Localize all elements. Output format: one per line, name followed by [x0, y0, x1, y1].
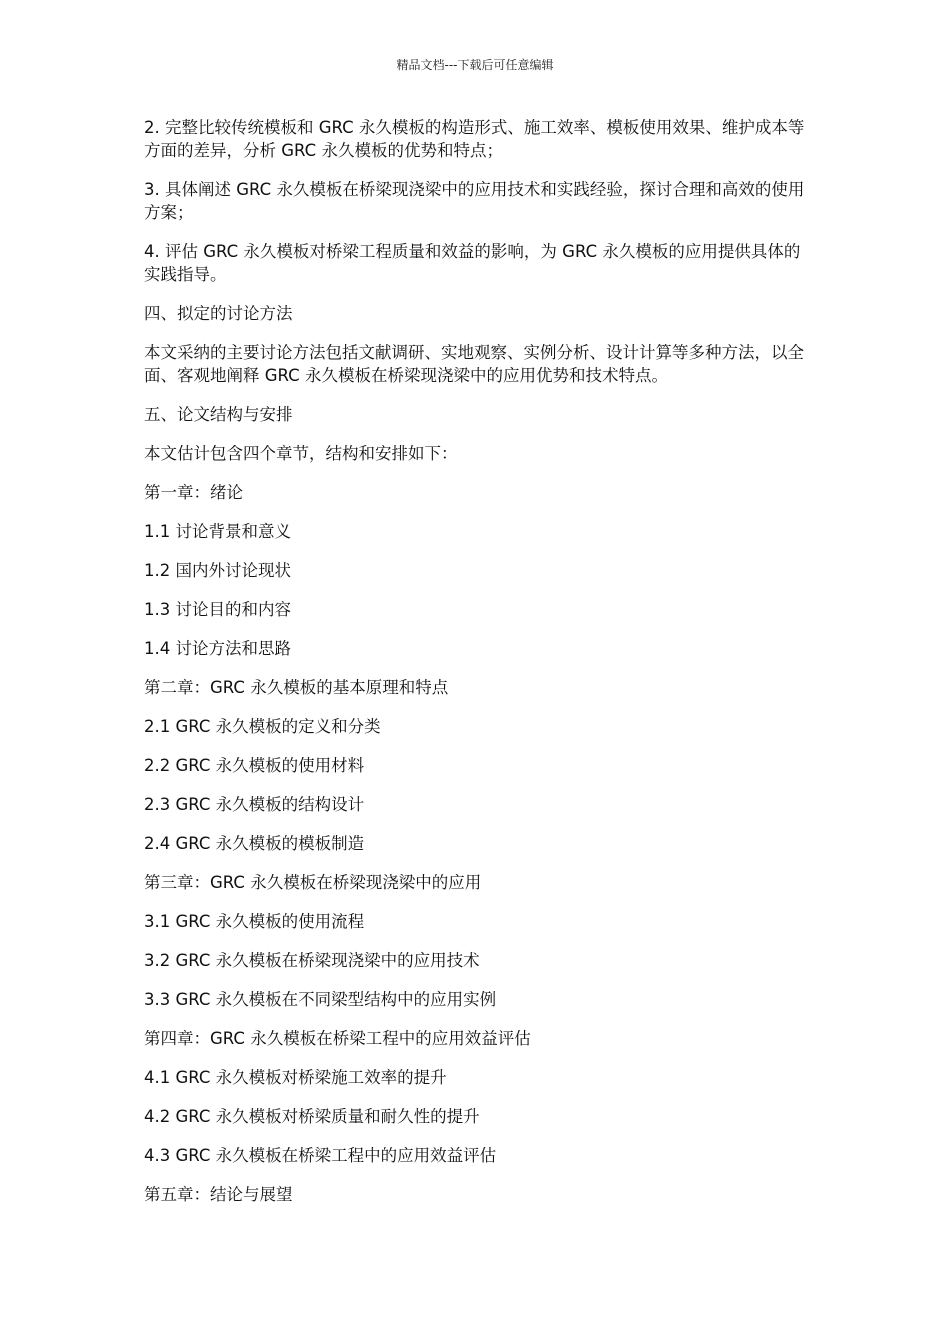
outline-item-4-1: 4.1 GRC 永久模板对桥梁施工效率的提升	[144, 1068, 447, 1087]
outline-item-4-3: 4.3 GRC 永久模板在桥梁工程中的应用效益评估	[144, 1146, 497, 1165]
paragraph-structure-intro: 本文估计包含四个章节，结构和安排如下：	[144, 444, 458, 463]
outline-chapter-5: 第五章：结论与展望	[144, 1185, 293, 1204]
outline-item-3-3: 3.3 GRC 永久模板在不同梁型结构中的应用实例	[144, 990, 497, 1009]
outline-item-1-3: 1.3 讨论目的和内容	[144, 600, 291, 619]
outline-item-2-3: 2.3 GRC 永久模板的结构设计	[144, 795, 365, 814]
paragraph-objective-2: 2. 完整比较传统模板和 GRC 永久模板的构造形式、施工效率、模板使用效果、维护成本等方面的差异，分析 GRC 永久模板的优势和特点；	[144, 118, 805, 160]
outline-item-1-2: 1.2 国内外讨论现状	[144, 561, 291, 580]
outline-item-3-2: 3.2 GRC 永久模板在桥梁现浇梁中的应用技术	[144, 951, 480, 970]
section-heading-methods: 四、拟定的讨论方法	[144, 304, 293, 323]
outline-item-1-1: 1.1 讨论背景和意义	[144, 522, 291, 541]
paragraph-methods: 本文采纳的主要讨论方法包括文献调研、实地观察、实例分析、设计计算等多种方法，以全面、客观地阐释 GRC 永久模板在桥梁现浇梁中的应用优势和技术特点。	[144, 343, 804, 385]
outline-item-4-2: 4.2 GRC 永久模板对桥梁质量和耐久性的提升	[144, 1107, 480, 1126]
outline-chapter-4: 第四章：GRC 永久模板在桥梁工程中的应用效益评估	[144, 1029, 531, 1048]
outline-item-3-1: 3.1 GRC 永久模板的使用流程	[144, 912, 365, 931]
outline-item-2-4: 2.4 GRC 永久模板的模板制造	[144, 834, 365, 853]
outline-item-2-2: 2.2 GRC 永久模板的使用材料	[144, 756, 365, 775]
section-heading-structure: 五、论文结构与安排	[144, 405, 293, 424]
page-header: 精品文档---下载后可任意编辑	[396, 58, 554, 72]
outline-chapter-3: 第三章：GRC 永久模板在桥梁现浇梁中的应用	[144, 873, 482, 892]
outline-item-2-1: 2.1 GRC 永久模板的定义和分类	[144, 717, 381, 736]
document-body	[144, 116, 809, 1222]
paragraph-objective-4: 4. 评估 GRC 永久模板对桥梁工程质量和效益的影响，为 GRC 永久模板的应用提供具体的实践指导。	[144, 242, 801, 284]
outline-chapter-2: 第二章：GRC 永久模板的基本原理和特点	[144, 678, 449, 697]
outline-chapter-1: 第一章：绪论	[144, 483, 243, 502]
paragraph-objective-3: 3. 具体阐述 GRC 永久模板在桥梁现浇梁中的应用技术和实践经验，探讨合理和高效的使用方案；	[144, 180, 805, 222]
outline-item-1-4: 1.4 讨论方法和思路	[144, 639, 291, 658]
